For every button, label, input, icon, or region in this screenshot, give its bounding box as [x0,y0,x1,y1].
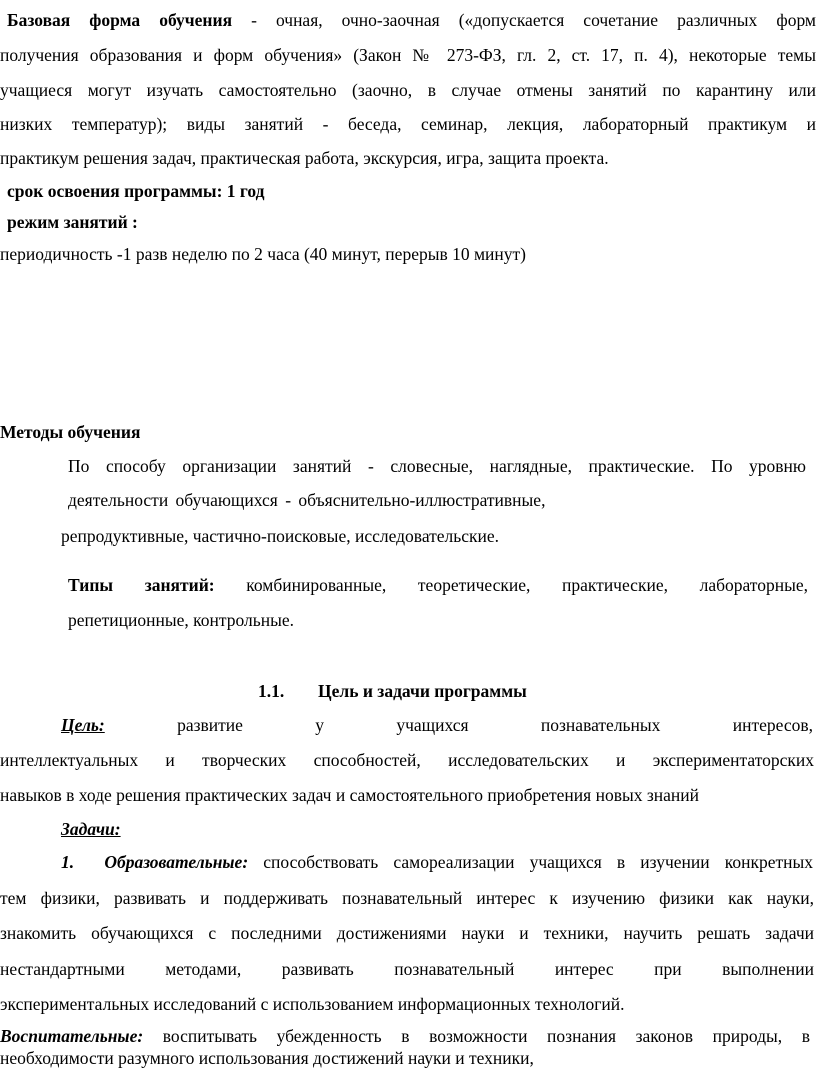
methods-line-1: По способу организации занятий - словесные, наглядные, практические. По уровню [68,456,806,476]
edu-line-1: 1. Образовательные: способствовать самореализации учащихся в изучении конкретных [61,852,814,872]
edu-line-2: тем физики, развивать и поддерживать познавательный интерес к изучению физики как науки, [0,888,814,908]
regime: режим занятий : [7,212,138,232]
tasks-label: Задачи: [61,819,121,839]
goal-line-3: навыков в ходе решения практических задач и самостоятельного приобретения новых знаний [0,785,699,805]
intro-line-5: практикум решения задач, практическая работа, экскурсия, игра, защита проекта. [0,148,609,168]
edu-label: Образовательные: [104,852,249,872]
goal-line-2: интеллектуальных и творческих способностей, исследовательских и экспериментаторских [0,750,814,770]
intro-text: очная, очно-заочная («допускается сочетание различных форм [275,10,816,30]
methods-heading: Методы обучения [0,422,141,442]
section-number: 1.1. [258,681,285,701]
duration: срок освоения программы: 1 год [7,181,265,201]
upbr-line-2: необходимости разумного использования достижений науки и техники, [0,1048,534,1068]
upbr-label: Воспитательные: [0,1026,144,1046]
section-title: Цель и задачи программы [318,681,527,701]
types-label: Типы занятий: [68,575,215,595]
intro-line-4: низких температур); виды занятий - беседа, семинар, лекция, лабораторный практикум и [0,114,816,134]
edu-number: 1. [61,852,75,872]
types-line-1: Типы занятий: комбинированные, теоретические, практические, лабораторные, [68,575,808,595]
methods-line-3: репродуктивные, частично-поисковые, исследовательские. [61,526,500,546]
types-line-2: репетиционные, контрольные. [68,610,294,630]
periodicity: периодичность -1 разв неделю по 2 часа (40 минут, перерыв 10 минут) [0,244,527,264]
intro-line-2: получения образования и форм обучения» (Закон № 273-ФЗ, гл. 2, ст. 17, п. 4), некоторые темы [0,45,816,65]
goal-label: Цель: [61,715,105,735]
upbr-line-1: Воспитательные: воспитывать убежденность в возможности познания законов природы, в [0,1026,811,1046]
edu-line-5: экспериментальных исследований с использованием информационных технологий. [0,994,625,1014]
intro-line-3: учащиеся могут изучать самостоятельно (заочно, в случае отмены занятий по карантину или [0,80,816,100]
intro-line-1: Базовая форма обучения - очная, очно-заочная («допускается сочетание различных форм [7,10,816,30]
edu-line-3: знакомить обучающихся с последними достижениями науки и техники, научить решать задачи [0,923,814,943]
methods-line-2: деятельности обучающихся - объяснительно-иллюстративные, [68,490,546,510]
intro-label: Базовая форма обучения [7,10,233,30]
goal-line-1: Цель: развитие у учащихся познавательных интересов, [61,715,814,735]
edu-line-4: нестандартными методами, развивать познавательный интерес при выполнении [0,959,814,979]
